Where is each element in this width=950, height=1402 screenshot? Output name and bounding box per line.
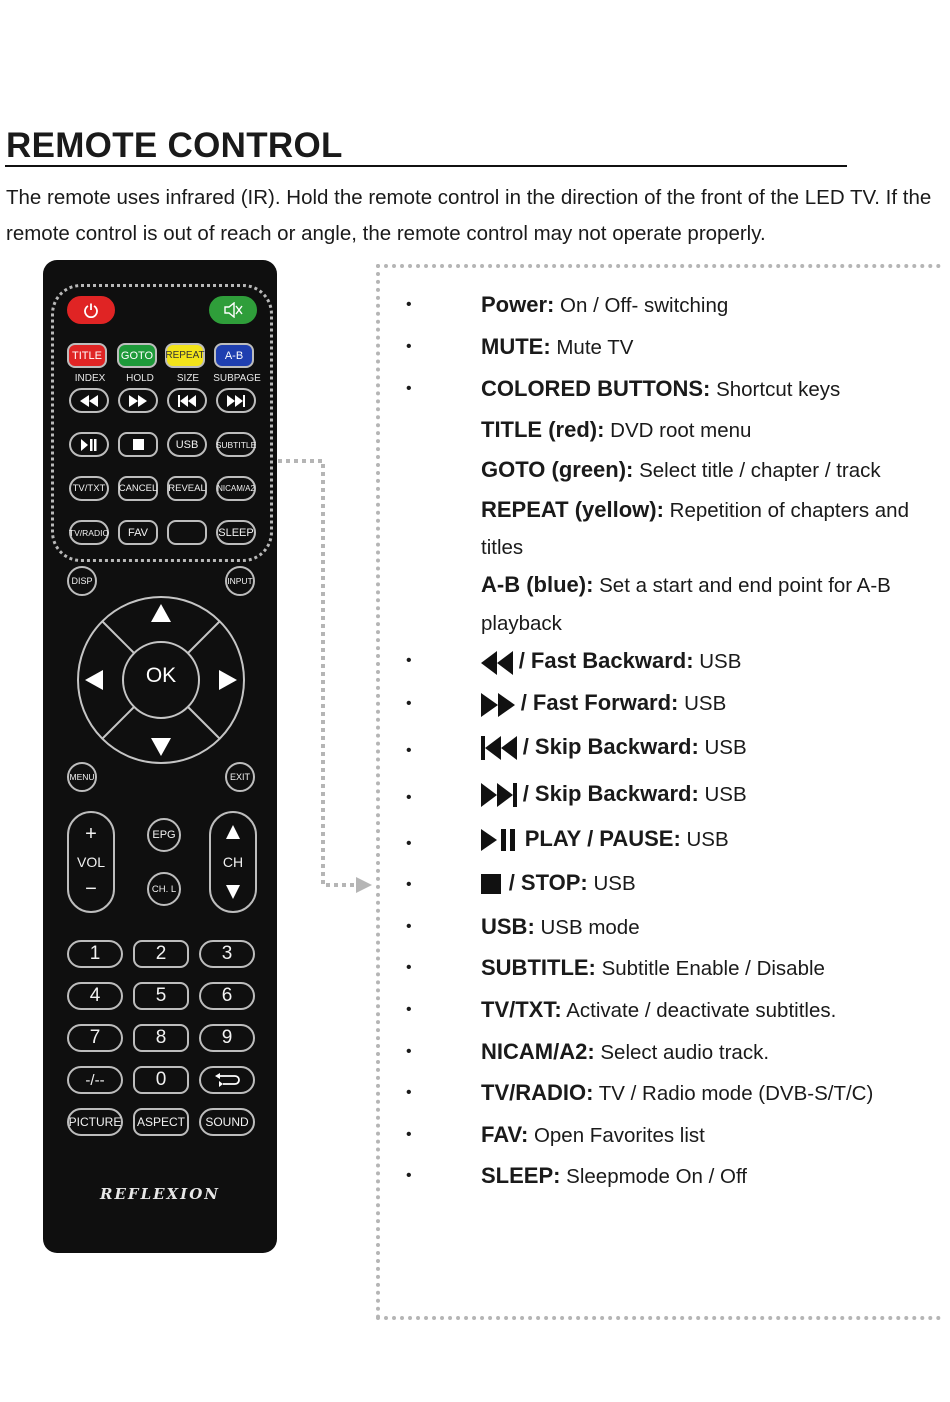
reveal-button: REVEAL — [167, 476, 207, 501]
ab-button: A-B — [214, 343, 254, 368]
bullet: • — [406, 1167, 412, 1184]
tvradio-button: TV/RADIO — [69, 520, 109, 545]
bullet: • — [406, 380, 412, 397]
usb-button: USB — [167, 432, 207, 457]
recall-icon — [213, 1072, 241, 1088]
input-button: INPUT — [225, 566, 255, 596]
skip-backward-icon — [481, 736, 517, 762]
forward-button — [118, 388, 158, 413]
skip-backward-icon — [178, 395, 196, 407]
bullet: • — [406, 835, 412, 852]
list-item-tvradio: TV/RADIO: TV / Radio mode (DVB-S/T/C) — [481, 1080, 874, 1105]
prev-button — [167, 388, 207, 413]
power-button — [67, 296, 115, 324]
list-item-repeat-cont: titles — [481, 536, 524, 559]
stop-icon — [133, 439, 144, 450]
index-label: INDEX — [74, 373, 106, 384]
vol-plus: + — [85, 823, 97, 845]
list-item-colored: COLORED BUTTONS: Shortcut keys — [481, 376, 841, 401]
stop-button — [118, 432, 158, 457]
play-pause-icon — [81, 439, 97, 451]
dash-button: -/-- — [67, 1066, 123, 1094]
list-item-stop: / STOP: USB — [481, 870, 636, 896]
remote-control-illustration — [43, 260, 277, 1253]
nicam-button: NICAM/A2 — [216, 476, 256, 501]
subtitle-button: SUBTITLE — [216, 432, 256, 457]
skip-forward-icon — [481, 783, 517, 809]
bullet: • — [406, 652, 412, 669]
stop-icon — [481, 874, 503, 896]
fav-button: FAV — [118, 520, 158, 545]
sound-button: SOUND — [199, 1108, 255, 1136]
list-item-subtitle: SUBTITLE: Subtitle Enable / Disable — [481, 955, 825, 980]
list-item-play-pause: PLAY / PAUSE: USB — [481, 826, 729, 854]
list-item-nicam: NICAM/A2: Select audio track. — [481, 1039, 770, 1064]
fast-forward-icon — [481, 693, 515, 717]
page-title: REMOTE CONTROL — [6, 126, 343, 165]
bullet: • — [406, 789, 412, 806]
bullet: • — [406, 1043, 412, 1060]
vol-label: VOL — [76, 854, 105, 870]
bullet: • — [406, 959, 412, 976]
hold-label: HOLD — [126, 373, 154, 384]
bullet: • — [406, 918, 412, 935]
power-icon — [83, 302, 99, 318]
list-item-ab-cont: playback — [481, 612, 562, 635]
list-item-title: TITLE (red): DVD root menu — [481, 417, 752, 442]
rewind-button — [69, 388, 109, 413]
title-underline — [5, 165, 847, 167]
bullet: • — [406, 1126, 412, 1143]
list-item-tvtxt: TV/TXT: Activate / deactivate subtitles. — [481, 997, 837, 1022]
bullet: • — [406, 1001, 412, 1018]
menu-button: MENU — [67, 762, 97, 792]
down-arrow-icon — [151, 738, 171, 756]
ok-button: OK — [145, 664, 177, 687]
list-item-mute: MUTE: Mute TV — [481, 334, 634, 359]
num-4-button: 4 — [67, 982, 123, 1010]
size-label: SIZE — [176, 373, 200, 384]
list-item-fast-forward: / Fast Forward: USB — [481, 690, 726, 717]
left-arrow-icon — [85, 670, 103, 690]
next-button — [216, 388, 256, 413]
list-item-fav: FAV: Open Favorites list — [481, 1122, 705, 1147]
num-1-button: 1 — [67, 940, 123, 968]
sleep-button: SLEEP — [216, 520, 256, 545]
cancel-button: CANCEL — [118, 476, 158, 501]
list-item-repeat: REPEAT (yellow): Repetition of chapters and — [481, 497, 909, 522]
ch-up-icon — [226, 825, 240, 839]
vol-minus: − — [85, 878, 97, 900]
goto-button: GOTO — [117, 343, 157, 368]
list-item-goto: GOTO (green): Select title / chapter / track — [481, 457, 881, 482]
disp-button: DISP — [67, 566, 97, 596]
list-item-power: Power: On / Off- switching — [481, 292, 729, 317]
bullet: • — [406, 296, 412, 313]
list-item-sleep: SLEEP: Sleepmode On / Off — [481, 1163, 747, 1188]
bullet: • — [406, 695, 412, 712]
num-0-button: 0 — [133, 1066, 189, 1094]
list-item-skip-forward: / Skip Backward: USB — [481, 781, 747, 809]
ch-label: CH — [222, 854, 244, 870]
skip-forward-icon — [227, 395, 245, 407]
subpage-label: SUBPAGE — [213, 373, 261, 384]
recall-button — [199, 1066, 255, 1094]
mute-icon — [223, 302, 243, 318]
list-item-fast-backward: / Fast Backward: USB — [481, 648, 741, 675]
exit-button: EXIT — [225, 762, 255, 792]
num-6-button: 6 — [199, 982, 255, 1010]
title-button: TITLE — [67, 343, 107, 368]
fast-backward-icon — [481, 651, 513, 675]
repeat-button: REPEAT — [165, 343, 205, 368]
aspect-button: ASPECT — [133, 1108, 189, 1136]
fast-forward-icon — [129, 395, 147, 407]
num-9-button: 9 — [199, 1024, 255, 1052]
blank-button — [167, 520, 207, 545]
bullet: • — [406, 1084, 412, 1101]
volume-rocker — [67, 811, 115, 913]
chl-button: CH. L — [147, 872, 181, 906]
num-5-button: 5 — [133, 982, 189, 1010]
intro-paragraph: The remote uses infrared (IR). Hold the remote control in the direction of the front of the LED TV. If the remote control is out of reach or angle, the remote control may not operate properly. — [6, 186, 932, 245]
epg-button: EPG — [147, 818, 181, 852]
picture-button: PICTURE — [67, 1108, 123, 1136]
list-item-ab: A-B (blue): Set a start and end point for A-B — [481, 572, 891, 597]
bullet: • — [406, 876, 412, 893]
num-3-button: 3 — [199, 940, 255, 968]
list-item-skip-backward: / Skip Backward: USB — [481, 734, 747, 762]
num-2-button: 2 — [133, 940, 189, 968]
up-arrow-icon — [151, 604, 171, 622]
fast-backward-icon — [80, 395, 98, 407]
tvtxt-button: TV/TXT — [69, 476, 109, 501]
right-arrow-icon — [219, 670, 237, 690]
channel-rocker — [209, 811, 257, 913]
list-item-usb: USB: USB mode — [481, 914, 640, 939]
bullet: • — [406, 742, 412, 759]
connector-line — [276, 455, 376, 895]
brand-logo: REFLEXION — [100, 1185, 220, 1203]
mute-button — [209, 296, 257, 324]
num-8-button: 8 — [133, 1024, 189, 1052]
bullet: • — [406, 338, 412, 355]
ch-down-icon — [226, 885, 240, 899]
play-pause-button — [69, 432, 109, 457]
play-pause-icon — [481, 828, 519, 854]
num-7-button: 7 — [67, 1024, 123, 1052]
